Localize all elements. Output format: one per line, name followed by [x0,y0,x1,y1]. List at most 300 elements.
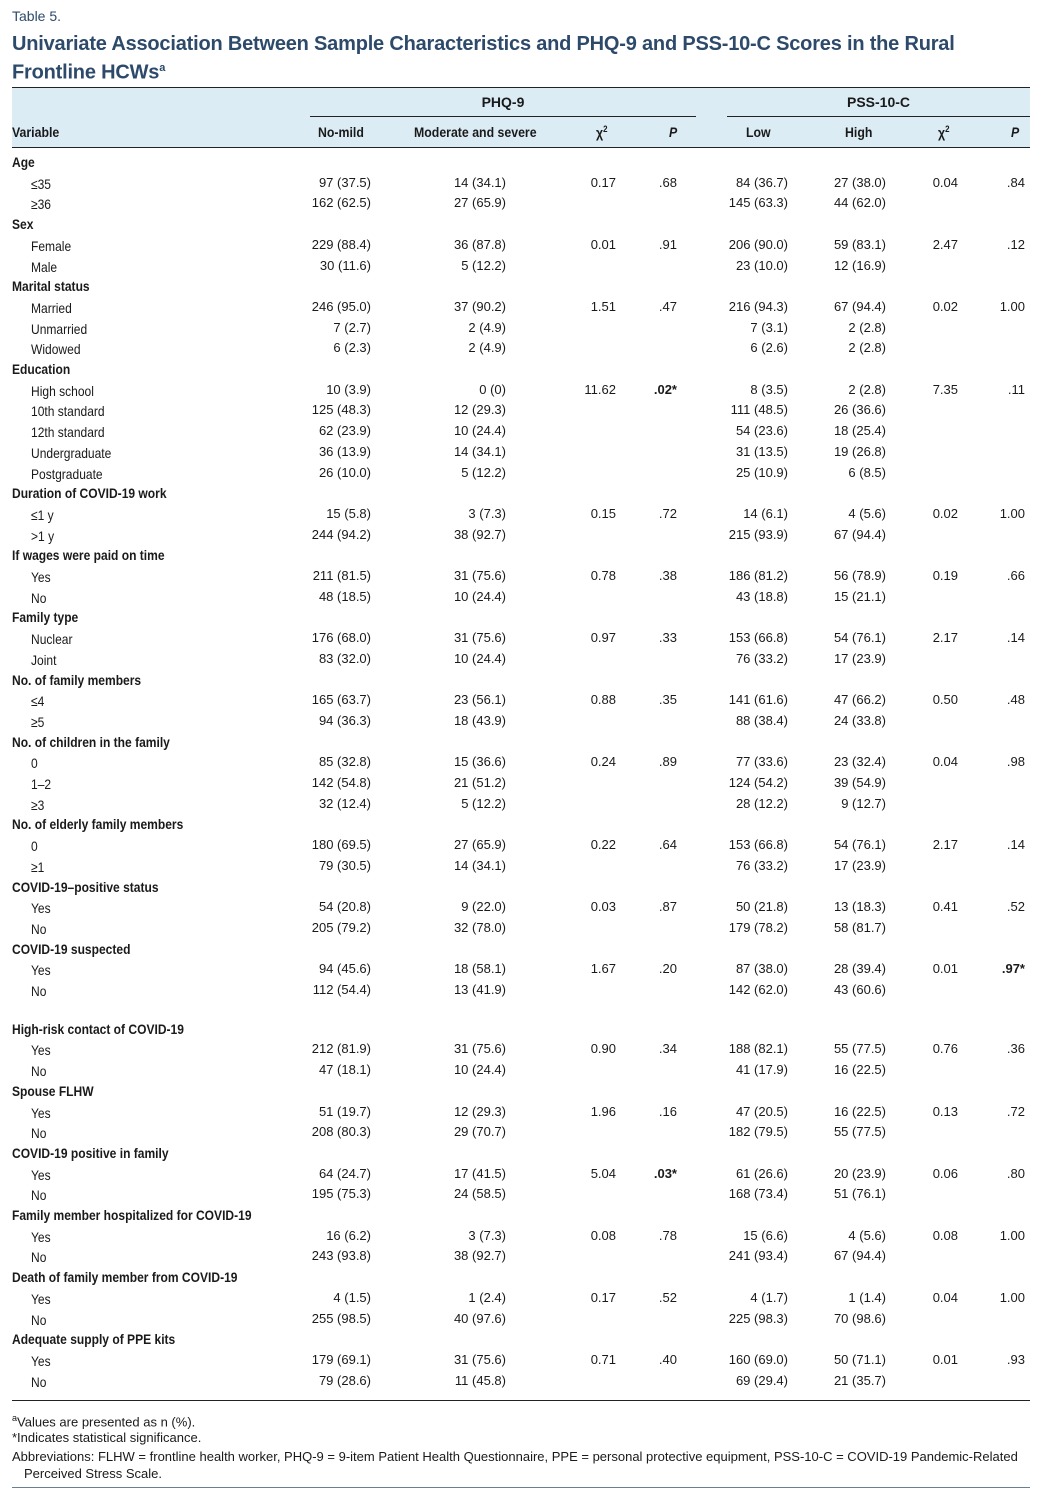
cell-phq-chi2: 11.62 [584,381,616,397]
row-label: High school [31,382,94,399]
cell-high: 20 (23.9) [833,1165,886,1181]
cell-no-mild: 112 (54.4) [312,982,371,997]
cell-high: 54 (76.1) [833,630,886,646]
cell-high: 26 (36.6) [833,402,886,418]
cell-pss-chi2: 0.50 [932,692,958,708]
cell-high: 2 (2.8) [848,381,886,397]
cell-moderate-severe: 36 (87.8) [453,236,506,252]
footnote-a-text: Values are presented as n (%). [17,1414,196,1430]
cell-low: 179 (78.2) [728,919,788,935]
cell-high: 67 (94.4) [833,1248,886,1264]
category-label: Sex [12,216,34,233]
cell-no-mild: 4 (1.5) [333,1289,371,1305]
cell-phq-chi2: 0.24 [590,754,616,770]
cell-pss-p: .66 [1006,568,1025,583]
category-label: Adequate supply of PPE kits [12,1331,176,1348]
col-header-moderate-severe: Moderate and severe [414,124,537,140]
cell-phq-chi2: 5.04 [590,1165,616,1181]
cell-high: 50 (71.1) [833,1351,886,1367]
cell-pss-chi2: 2.47 [932,236,958,252]
col-header-no-mild: No-mild [318,124,364,140]
cell-phq-chi2: 0.88 [590,692,616,708]
table-title-text: Univariate Association Between Sample Characteristics and PHQ-9 and PSS-10-C Scores in the Rural Frontline HCWs [12,33,955,84]
cell-low: 215 (93.9) [728,526,788,542]
cell-high: 16 (22.5) [833,1062,886,1078]
cell-phq-p: .20 [658,961,677,977]
col-header-pss-p: P [1011,124,1020,140]
row-label: Female [31,237,72,254]
cell-moderate-severe: 32 (78.0) [453,919,506,935]
cell-moderate-severe: 23 (56.1) [453,692,506,708]
cell-moderate-severe: 11 (45.8) [454,1372,506,1388]
cell-no-mild: 94 (45.6) [318,961,371,977]
cell-pss-p: .93 [1006,1351,1025,1367]
row-label: 1–2 [31,776,52,792]
cell-moderate-severe: 40 (97.6) [453,1310,506,1326]
cell-pss-chi2: 0.04 [932,174,958,190]
category-label: Death of family member from COVID-19 [12,1269,238,1286]
cell-moderate-severe: 31 (75.6) [453,1351,506,1367]
cell-moderate-severe: 14 (34.1) [453,857,506,873]
cell-no-mild: 16 (6.2) [326,1227,371,1243]
cell-low: 216 (94.3) [728,298,788,314]
row-label: >1 y [31,527,55,544]
category-label: Age [12,154,35,170]
category-label: Duration of COVID-19 work [12,485,167,502]
header-top-rule [12,87,1030,88]
cell-moderate-severe: 18 (43.9) [453,712,506,728]
cell-pss-p: .36 [1006,1041,1025,1057]
footnote-abbreviations [12,1448,1027,1482]
cell-no-mild: 165 (63.7) [311,692,371,708]
category-label: No. of elderly family members [12,816,184,833]
title-footnote-marker: a [159,62,166,74]
cell-no-mild: 180 (69.5) [311,837,371,853]
cell-no-mild: 10 (3.9) [326,381,371,397]
cell-no-mild: 36 (13.9) [318,443,371,459]
cell-low: 145 (63.3) [728,195,788,211]
cell-low: 8 (3.5) [750,381,788,397]
cell-no-mild: 205 (79.2) [311,919,371,935]
cell-phq-chi2: 0.22 [590,837,616,853]
table-label: Table 5. [12,8,62,24]
cell-pss-chi2: 0.06 [932,1165,958,1181]
cell-low: 43 (18.8) [735,588,788,604]
cell-moderate-severe: 38 (92.7) [453,526,506,542]
col-header-phq-chi2 [596,124,608,141]
cell-pss-p: .72 [1006,1103,1025,1119]
cell-no-mild: 54 (20.8) [318,899,371,915]
cell-no-mild: 212 (81.9) [311,1041,371,1057]
cell-moderate-severe: 27 (65.9) [453,195,506,211]
cell-pss-p: .98 [1006,754,1025,770]
cell-low: 69 (29.4) [735,1372,788,1388]
cell-high: 16 (22.5) [833,1103,886,1119]
category-label: Spouse FLHW [12,1082,94,1099]
cell-high: 2 (2.8) [848,340,886,356]
cell-high: 28 (39.4) [833,961,886,977]
cell-no-mild: 243 (93.8) [311,1248,371,1264]
cell-high: 2 (2.8) [848,319,886,335]
cell-high: 21 (35.7) [833,1372,886,1388]
cell-phq-chi2: 0.71 [590,1351,616,1367]
cell-no-mild: 48 (18.5) [318,588,371,604]
cell-low: 61 (26.6) [735,1165,788,1181]
cell-high: 4 (5.6) [848,505,886,521]
cell-pss-p: .48 [1006,692,1025,708]
cell-no-mild: 85 (32.8) [318,754,371,770]
cell-no-mild: 26 (10.0) [318,464,371,480]
category-label: COVID-19 suspected [12,940,131,957]
cell-phq-chi2: 0.97 [590,630,616,646]
cell-no-mild: 246 (95.0) [311,298,371,314]
cell-phq-chi2: 0.90 [590,1041,616,1057]
row-label: Nuclear [31,631,73,648]
cell-moderate-severe: 5 (12.2) [461,257,506,273]
cell-pss-chi2: 0.13 [932,1103,958,1119]
category-label: Education [12,361,71,377]
cell-moderate-severe: 38 (92.7) [453,1248,506,1264]
cell-no-mild: 208 (80.3) [311,1124,371,1140]
col-header-variable: Variable [12,124,60,140]
row-label: 10th standard [31,403,105,420]
cell-high: 4 (5.6) [848,1227,886,1243]
row-label: No [31,1249,47,1266]
row-label: Yes [31,962,51,979]
row-label: 0 [31,838,38,855]
cell-pss-chi2: 0.19 [932,568,958,583]
cell-no-mild: 142 (54.8) [311,775,371,790]
row-label: ≤35 [31,175,52,192]
cell-high: 58 (81.7) [833,919,886,935]
cell-high: 9 (12.7) [841,795,886,811]
row-label: No [31,1373,47,1390]
phq-chi-symbol: χ [596,124,604,141]
category-label: No. of family members [12,671,142,688]
cell-pss-p: .12 [1006,236,1025,252]
row-label: Joint [31,651,57,668]
row-label: Widowed [31,341,81,358]
cell-no-mild: 15 (5.8) [326,505,371,521]
cell-high: 13 (18.3) [833,899,886,915]
cell-no-mild: 30 (11.6) [319,257,371,273]
phq-group-underline [310,116,696,117]
footnote-significance: *Indicates statistical significance. [12,1430,202,1445]
header-bottom-rule [12,147,1030,148]
cell-moderate-severe: 2 (4.9) [468,319,506,335]
row-label: No [31,1125,47,1142]
col-header-low: Low [746,124,771,140]
cell-moderate-severe: 13 (41.9) [453,982,506,997]
cell-low: 41 (17.9) [735,1062,788,1078]
cell-high: 12 (16.9) [833,257,886,273]
footnote-abbreviations-line1: Abbreviations: FLHW = frontline health worker, PHQ-9 = 9-item Patient Health Questionnaire, PPE = personal protective equipment, PSS-10-C = COVID-19 Pandemic-Related [12,1449,1018,1464]
cell-pss-p: 1.00 [999,1227,1025,1243]
cell-pss-chi2: 0.01 [932,961,958,977]
cell-pss-chi2: 0.02 [932,298,958,314]
cell-pss-p: 1.00 [999,298,1025,314]
cell-pss-p: .14 [1006,837,1025,853]
cell-moderate-severe: 0 (0) [479,381,506,397]
cell-moderate-severe: 5 (12.2) [461,464,506,480]
row-label: ≥1 [31,858,45,875]
cell-high: 17 (23.9) [833,650,886,666]
row-label: Yes [31,1104,51,1121]
row-label: 12th standard [31,424,105,441]
cell-no-mild: 62 (23.9) [318,423,371,439]
row-label: ≤4 [31,693,45,710]
cell-no-mild: 162 (62.5) [311,195,371,211]
cell-low: 50 (21.8) [735,899,788,915]
cell-high: 51 (76.1) [833,1186,886,1202]
cell-phq-chi2: 0.08 [590,1227,616,1243]
cell-low: 47 (20.5) [735,1103,788,1119]
cell-phq-chi2: 0.15 [590,505,616,521]
cell-moderate-severe: 1 (2.4) [468,1289,506,1305]
cell-pss-chi2: 7.35 [932,381,958,397]
cell-phq-chi2: 1.51 [590,298,616,314]
cell-phq-chi2: 0.17 [590,1289,616,1305]
cell-low: 153 (66.8) [728,630,788,646]
cell-phq-p: .38 [658,568,677,583]
cell-high: 47 (66.2) [833,692,886,708]
cell-low: 76 (33.2) [735,650,788,666]
cell-low: 111 (48.5) [730,402,788,418]
cell-pss-chi2: 0.41 [932,899,958,915]
cell-no-mild: 6 (2.3) [333,340,371,356]
cell-low: 25 (10.9) [735,464,788,480]
cell-phq-chi2: 0.17 [590,174,616,190]
cell-high: 44 (62.0) [833,195,886,211]
cell-high: 19 (26.8) [833,443,886,459]
cell-low: 6 (2.6) [750,340,788,356]
col-header-phq-p: P [669,124,678,140]
cell-high: 67 (94.4) [833,298,886,314]
cell-low: 141 (61.6) [728,692,788,708]
cell-phq-p: .68 [658,174,677,190]
cell-pss-chi2: 0.04 [932,1289,958,1305]
cell-phq-p: .64 [658,837,677,853]
cell-moderate-severe: 3 (7.3) [468,1227,506,1243]
cell-low: 4 (1.7) [750,1289,788,1305]
cell-high: 55 (77.5) [833,1041,886,1057]
footnote-abbreviations-line2: Perceived Stress Scale. [24,1466,163,1481]
table-title [12,32,1032,85]
row-label: Yes [31,1352,51,1369]
cell-high: 43 (60.6) [833,982,886,997]
cell-phq-p: .78 [658,1227,677,1243]
cell-high: 56 (78.9) [833,568,886,583]
cell-phq-p: .16 [658,1103,677,1119]
cell-phq-p: .34 [658,1041,677,1057]
cell-no-mild: 176 (68.0) [311,630,371,646]
cell-low: 14 (6.1) [743,505,788,521]
cell-moderate-severe: 15 (36.6) [453,754,506,770]
phq-group-header: PHQ-9 [481,94,525,110]
cell-low: 87 (38.0) [735,961,788,977]
cell-no-mild: 51 (19.7) [318,1103,371,1119]
cell-moderate-severe: 10 (24.4) [453,588,506,604]
row-label: Yes [31,1290,51,1307]
cell-moderate-severe: 9 (22.0) [461,899,506,915]
cell-pss-chi2: 0.08 [932,1227,958,1243]
cell-no-mild: 229 (88.4) [311,236,371,252]
cell-moderate-severe: 10 (24.4) [453,650,506,666]
cell-moderate-severe: 3 (7.3) [468,505,506,521]
cell-low: 31 (13.5) [735,443,788,459]
table-bottom-rule [12,1400,1030,1401]
cell-high: 55 (77.5) [833,1124,886,1140]
cell-pss-chi2: 2.17 [932,630,958,646]
cell-high: 59 (83.1) [833,236,886,252]
category-label: No. of children in the family [12,733,170,750]
pss-group-header: PSS-10-C [846,94,911,110]
cell-pss-chi2: 0.01 [932,1351,958,1367]
cell-low: 124 (54.2) [728,775,788,790]
cell-high: 24 (33.8) [833,712,886,728]
row-label: Yes [31,1228,51,1245]
cell-no-mild: 179 (69.1) [311,1351,371,1367]
cell-low: 88 (38.4) [735,712,788,728]
cell-pss-p: .52 [1006,899,1025,915]
cell-phq-chi2: 0.78 [590,568,616,583]
cell-moderate-severe: 14 (34.1) [453,174,506,190]
cell-high: 15 (21.1) [833,588,886,604]
row-label: Undergraduate [31,444,112,461]
cell-pss-p: 1.00 [999,505,1025,521]
cell-no-mild: 47 (18.1) [318,1062,371,1078]
row-label: No [31,589,47,606]
cell-low: 23 (10.0) [735,257,788,273]
cell-low: 54 (23.6) [735,423,788,439]
cell-moderate-severe: 21 (51.2) [453,775,506,790]
cell-no-mild: 211 (81.5) [312,568,371,583]
cell-pss-p: .97* [1001,961,1025,977]
pss-chi-symbol: χ [938,124,946,141]
cell-low: 153 (66.8) [728,837,788,853]
row-label: No [31,1063,47,1080]
cell-phq-p: .02* [653,381,677,397]
cell-high: 67 (94.4) [833,526,886,542]
cell-low: 188 (82.1) [728,1041,788,1057]
cell-phq-chi2: 0.03 [590,899,616,915]
pss-chi-superscript: 2 [945,124,950,134]
cell-phq-chi2: 0.01 [590,236,616,252]
cell-phq-p: .89 [658,754,677,770]
cell-no-mild: 79 (30.5) [318,857,371,873]
cell-low: 15 (6.6) [743,1227,788,1243]
cell-pss-p: .80 [1006,1165,1025,1181]
cell-low: 225 (98.3) [728,1310,788,1326]
col-header-pss-chi2 [938,124,950,141]
cell-low: 77 (33.6) [735,754,788,770]
cell-moderate-severe: 5 (12.2) [461,795,506,811]
col-header-high: High [845,124,873,140]
cell-pss-p: .11 [1007,381,1025,397]
cell-pss-p: .14 [1006,630,1025,646]
row-label: ≤1 y [31,506,54,523]
cell-no-mild: 97 (37.5) [318,174,371,190]
cell-no-mild: 195 (75.3) [311,1186,371,1202]
cell-low: 7 (3.1) [750,319,788,335]
cell-moderate-severe: 12 (29.3) [453,1103,506,1119]
cell-low: 76 (33.2) [735,857,788,873]
row-label: Male [31,258,58,275]
cell-no-mild: 79 (28.6) [318,1372,371,1388]
cell-phq-p: .87 [658,899,677,915]
cell-phq-chi2: 1.67 [590,961,616,977]
cell-pss-chi2: 0.04 [932,754,958,770]
cell-moderate-severe: 31 (75.6) [453,630,506,646]
cell-moderate-severe: 24 (58.5) [453,1186,506,1202]
cell-no-mild: 94 (36.3) [318,712,371,728]
category-label: If wages were paid on time [12,547,165,564]
category-label: Family type [12,609,79,626]
category-label: COVID-19–positive status [12,878,159,895]
cell-high: 17 (23.9) [833,857,886,873]
cell-moderate-severe: 14 (34.1) [453,443,506,459]
cell-no-mild: 7 (2.7) [333,319,371,335]
cell-moderate-severe: 18 (58.1) [453,961,506,977]
cell-moderate-severe: 12 (29.3) [453,402,506,418]
row-label: ≥5 [31,713,45,730]
cell-high: 39 (54.9) [833,775,886,790]
cell-pss-chi2: 0.02 [932,505,958,521]
row-label: Yes [31,569,51,585]
cell-phq-p: .72 [658,505,677,521]
cell-pss-p: .84 [1006,174,1025,190]
row-label: No [31,920,47,937]
footnote-a [12,1410,195,1430]
cell-no-mild: 64 (24.7) [318,1165,371,1181]
phq-chi-superscript: 2 [603,124,608,134]
cell-no-mild: 244 (94.2) [311,526,371,542]
cell-no-mild: 125 (48.3) [311,402,371,418]
cell-high: 23 (32.4) [833,754,886,770]
category-label: High-risk contact of COVID-19 [12,1020,184,1037]
cell-phq-chi2: 1.96 [590,1103,616,1119]
cell-high: 54 (76.1) [833,837,886,853]
cell-low: 168 (73.4) [728,1186,788,1202]
category-label: COVID-19 positive in family [12,1144,169,1161]
cell-low: 160 (69.0) [728,1351,788,1367]
row-label: ≥36 [31,196,52,213]
cell-moderate-severe: 27 (65.9) [453,837,506,853]
cell-high: 70 (98.6) [833,1310,886,1326]
cell-no-mild: 255 (98.5) [311,1310,371,1326]
cell-no-mild: 83 (32.0) [318,650,371,666]
cell-low: 28 (12.2) [735,795,788,811]
cell-pss-p: 1.00 [999,1289,1025,1305]
row-label: No [31,1187,47,1204]
row-label: Yes [31,1042,51,1059]
row-label: Yes [31,900,51,917]
page-bottom-rule [12,1487,1030,1488]
cell-low: 241 (93.4) [728,1248,788,1264]
cell-pss-chi2: 2.17 [932,837,958,853]
cell-phq-p: .47 [658,298,677,314]
cell-pss-chi2: 0.76 [932,1041,958,1057]
cell-moderate-severe: 31 (75.6) [453,1041,506,1057]
row-label: 0 [31,755,38,772]
row-label: Married [31,299,72,316]
cell-phq-p: .35 [658,692,677,708]
pss-group-underline [727,116,1030,117]
cell-phq-p: .52 [658,1289,677,1305]
cell-low: 142 (62.0) [728,982,788,997]
cell-moderate-severe: 29 (70.7) [453,1124,506,1140]
cell-high: 6 (8.5) [848,464,886,480]
